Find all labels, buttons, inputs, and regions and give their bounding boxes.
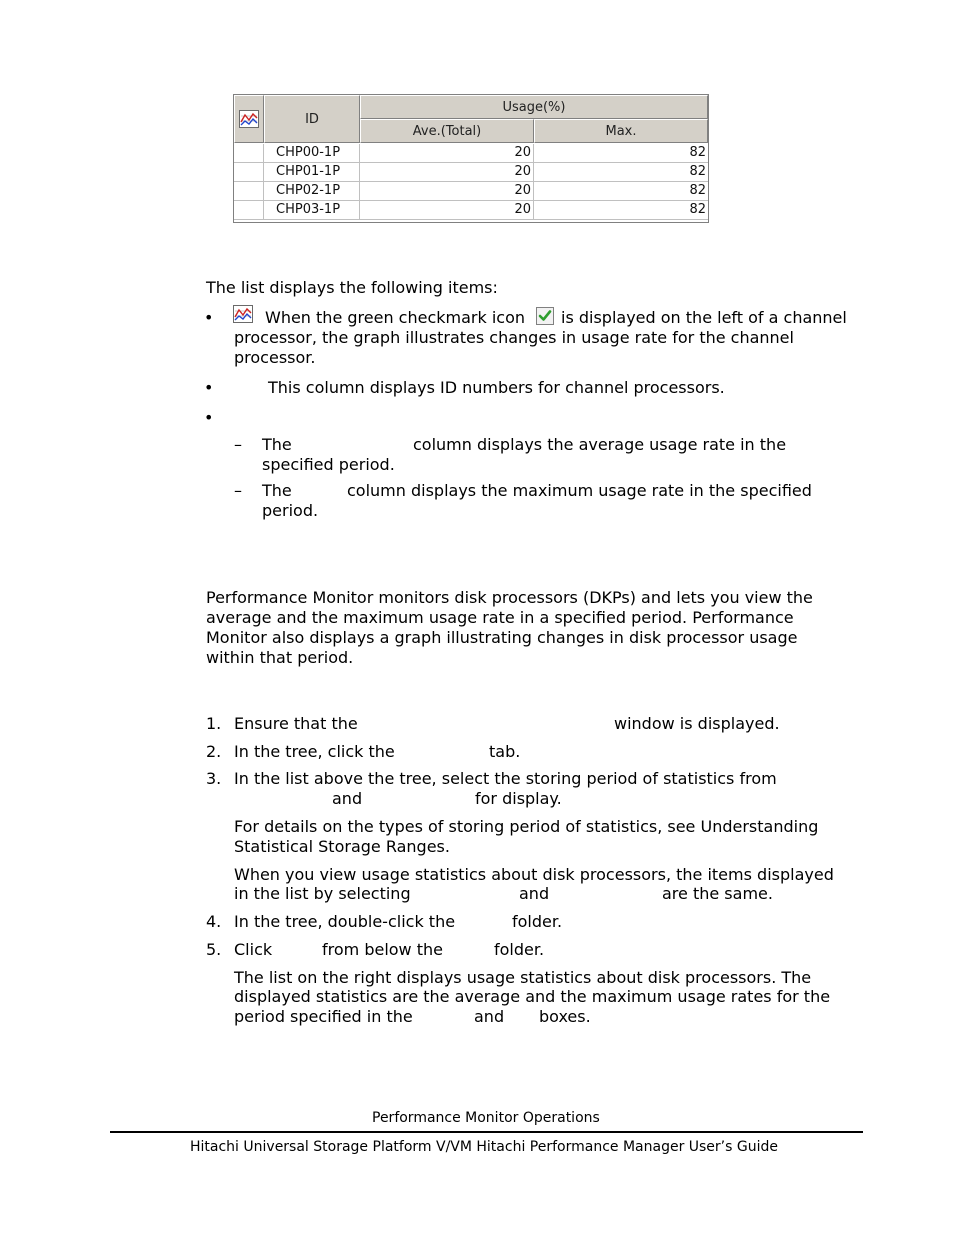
graph-icon	[233, 305, 253, 323]
bullet1-text-line3: processor.	[234, 348, 316, 367]
graph-checkbox-cell[interactable]	[234, 182, 264, 201]
dash-marker: –	[234, 481, 242, 500]
ave-cell: 20	[360, 163, 534, 182]
dkp-paragraph-line: Performance Monitor monitors disk processors (DKPs) and lets you view the	[206, 588, 813, 607]
ave-cell: 20	[360, 201, 534, 220]
bullet1-text-a: When the green checkmark icon	[265, 308, 526, 327]
footer-guide-title: Hitachi Universal Storage Platform V/VM Hitachi Performance Manager User’s Guide	[190, 1139, 778, 1155]
max-cell: 82	[534, 182, 708, 201]
step3-text-a: In the list above the tree, select the storing period of statistics from	[234, 769, 777, 788]
step3-note2-c: are the same.	[662, 884, 773, 903]
step3-note2-line1: When you view usage statistics about disk processors, the items displayed	[234, 865, 834, 884]
bullet1-text-b: is displayed on the left of a channel	[561, 308, 847, 327]
list-intro: The list displays the following items:	[206, 278, 498, 297]
step5-text-c: folder.	[494, 940, 545, 959]
step1-text-b: window is displayed.	[614, 714, 780, 733]
ave-cell: 20	[360, 144, 534, 163]
sub2-line2: period.	[262, 501, 319, 520]
ave-column-header[interactable]	[360, 119, 534, 143]
step-number: 4.	[206, 912, 222, 931]
step3-note2-b: and	[519, 884, 550, 903]
id-cell: CHP01-1P	[264, 163, 360, 182]
bullet2-text: This column displays ID numbers for channel processors.	[268, 378, 725, 397]
graph-checkbox-cell[interactable]	[234, 144, 264, 163]
step5-note-line1: The list on the right displays usage statistics about disk processors. The	[234, 968, 812, 987]
sub1-line2: specified period.	[262, 455, 395, 474]
step5-text-b: from below the	[322, 940, 443, 959]
step3-note2-a: in the list by selecting	[234, 884, 411, 903]
max-cell: 82	[534, 144, 708, 163]
step3-note1-line: Statistical Storage Ranges.	[234, 837, 450, 856]
step3-note1-line: For details on the types of storing period of statistics, see Understanding	[234, 817, 819, 836]
footer-section-title: Performance Monitor Operations	[372, 1110, 600, 1126]
step4-text-b: folder.	[512, 912, 563, 931]
step-number: 1.	[206, 714, 222, 733]
graph-checkbox-cell[interactable]	[234, 163, 264, 182]
sub2-text: column displays the maximum usage rate in the specified	[347, 481, 812, 500]
graph-icon	[239, 110, 259, 128]
step1-text-a: Ensure that the	[234, 714, 358, 733]
id-cell: CHP03-1P	[264, 201, 360, 220]
usage-header-label: Usage(%)	[502, 99, 566, 115]
max-header-label: Max.	[605, 123, 637, 139]
step-number: 3.	[206, 769, 222, 788]
step4-text-a: In the tree, double-click the	[234, 912, 456, 931]
table-row[interactable]	[234, 144, 708, 163]
step-number: 5.	[206, 940, 222, 959]
max-cell: 82	[534, 163, 708, 182]
table-row[interactable]	[234, 182, 708, 201]
footer-divider	[110, 1131, 863, 1133]
step5-note-b: and	[474, 1007, 505, 1026]
dkp-paragraph-line: average and the maximum usage rate in a specified period. Performance	[206, 608, 794, 627]
bullet-marker: •	[204, 408, 214, 427]
ave-cell: 20	[360, 182, 534, 201]
usage-table	[233, 94, 709, 223]
dkp-paragraph-line: within that period.	[206, 648, 354, 667]
graph-column-header[interactable]	[234, 95, 264, 143]
dash-marker: –	[234, 435, 242, 454]
step5-note-line2: displayed statistics are the average and the maximum usage rates for the	[234, 987, 831, 1006]
bullet-marker: •	[204, 308, 214, 327]
sub1-prefix: The	[262, 435, 292, 454]
usage-group-header	[360, 95, 708, 119]
id-cell: CHP00-1P	[264, 144, 360, 163]
ave-header-label: Ave.(Total)	[412, 123, 482, 139]
step-number: 2.	[206, 742, 222, 761]
green-checkmark-icon	[536, 307, 554, 325]
dkp-paragraph-line: Monitor also displays a graph illustrating changes in disk processor usage	[206, 628, 798, 647]
bullet1-text-line2: processor, the graph illustrates changes in usage rate for the channel	[234, 328, 794, 347]
id-header-label: ID	[305, 111, 319, 127]
id-column-header[interactable]	[264, 95, 360, 143]
sub1-text: column displays the average usage rate in the	[413, 435, 787, 454]
bullet-marker: •	[204, 378, 214, 397]
step5-text-a: Click	[234, 940, 273, 959]
step3-text-c: for display.	[475, 789, 562, 808]
step3-text-b: and	[332, 789, 363, 808]
table-row[interactable]	[234, 201, 708, 220]
max-column-header[interactable]	[534, 119, 708, 143]
table-row[interactable]	[234, 163, 708, 182]
step5-note-c: boxes.	[539, 1007, 591, 1026]
graph-checkbox-cell[interactable]	[234, 201, 264, 220]
sub2-prefix: The	[262, 481, 292, 500]
id-cell: CHP02-1P	[264, 182, 360, 201]
step5-note-a: period specified in the	[234, 1007, 413, 1026]
max-cell: 82	[534, 201, 708, 220]
step2-text-a: In the tree, click the	[234, 742, 395, 761]
step2-text-b: tab.	[489, 742, 521, 761]
